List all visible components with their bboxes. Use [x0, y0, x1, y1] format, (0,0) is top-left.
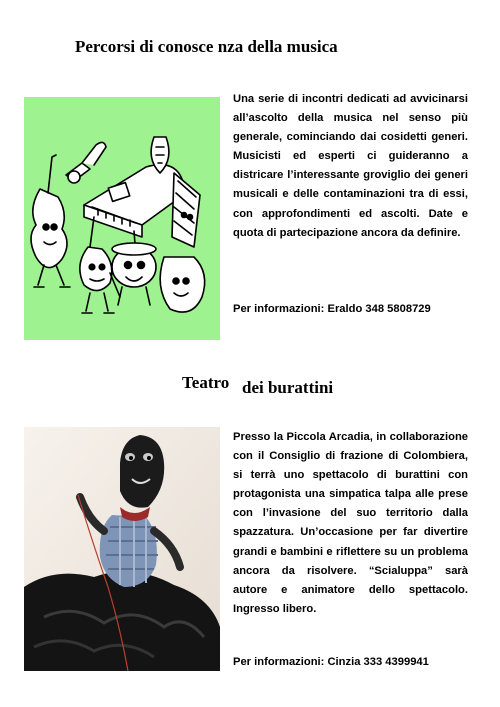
theatre-contact: Per informazioni: Cinzia 333 4399941: [233, 656, 429, 668]
theatre-title-part2: dei burattini: [242, 378, 334, 397]
music-contact: Per informazioni: Eraldo 348 5808729: [233, 303, 431, 315]
mole-puppet-photo: [24, 427, 220, 671]
theatre-title-part1: Teatro: [182, 373, 230, 392]
music-instruments-illustration: [24, 97, 220, 340]
music-description: Una serie di incontri dedicati ad avvicinarsi all’ascolto della musica nel senso più generale, cominciando dai cosidetti generi. Musicisti ed esperti ci guideranno a districare l’interessante groviglio dei generi musicali e delle contaminazioni tra di essi, con approfondimenti ed ascolti. Date e quota di partecipazione ancora da definire.: [233, 93, 468, 239]
theatre-description: Presso la Piccola Arcadia, in collaborazione con il Consiglio di frazione di Colombiera, si terrà uno spettacolo di burattini con protagonista una simpatica talpa alle prese con l’invasione del suo territorio dalla spazzatura. Un’occasione per far divertire grandi e bambini e riflettere su un problema ancora da risolvere. “Scialuppa” sarà autore e animatore dello spettacolo. Ingresso libero.: [233, 431, 468, 615]
music-section-title: Percorsi di conosce nza della musica: [75, 37, 338, 56]
